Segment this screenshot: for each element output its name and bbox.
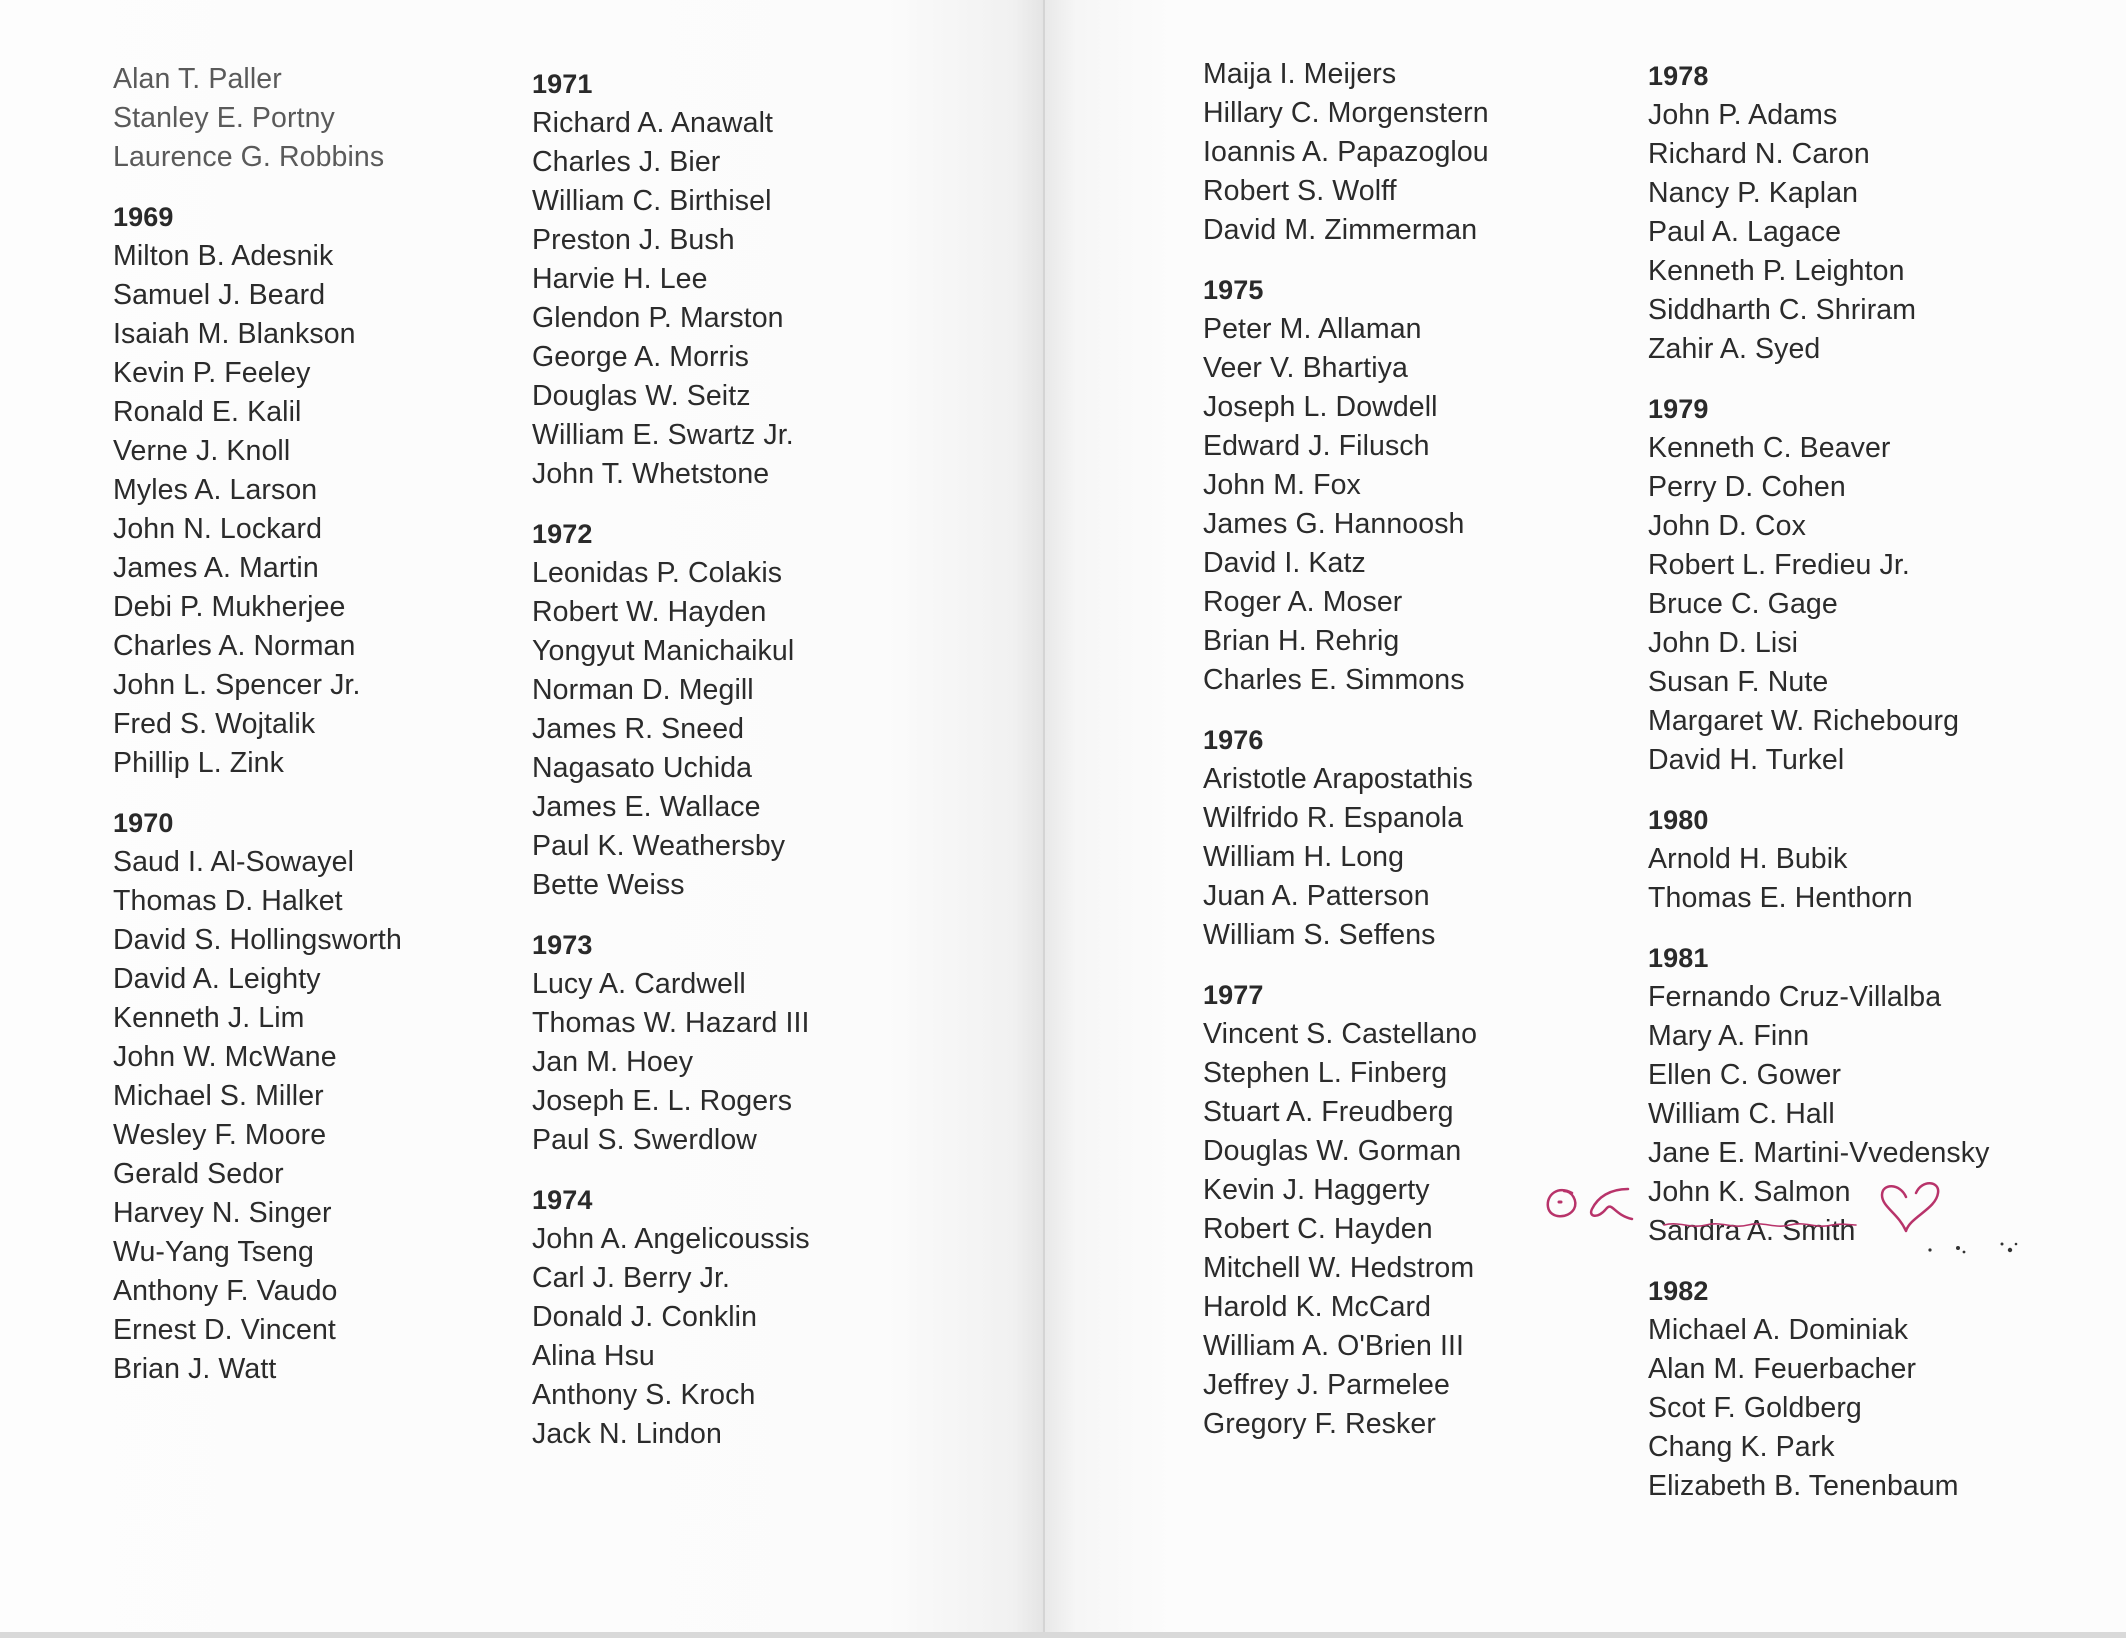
name-entry: Robert W. Hayden bbox=[532, 596, 767, 628]
name-entry: Susan F. Nute bbox=[1648, 666, 1829, 698]
name-entry: John M. Fox bbox=[1203, 469, 1361, 501]
name-entry: Edward J. Filusch bbox=[1203, 430, 1430, 462]
name-entry: Paul S. Swerdlow bbox=[532, 1124, 757, 1156]
name-entry: Fred S. Wojtalik bbox=[113, 708, 316, 740]
name-entry: Chang K. Park bbox=[1648, 1431, 1835, 1463]
name-column-4 bbox=[1648, 57, 1989, 1506]
name-entry: John L. Spencer Jr. bbox=[113, 669, 361, 701]
name-entry: Anthony F. Vaudo bbox=[113, 1275, 338, 1307]
name-entry: Arnold H. Bubik bbox=[1648, 843, 1848, 875]
class-year-heading: 1982 bbox=[1648, 1276, 1709, 1306]
name-entry: Kenneth P. Leighton bbox=[1648, 255, 1905, 287]
name-entry: Richard N. Caron bbox=[1648, 138, 1870, 170]
name-entry: William C. Hall bbox=[1648, 1098, 1835, 1130]
class-year-heading: 1971 bbox=[532, 69, 593, 99]
name-entry: John A. Angelicoussis bbox=[532, 1223, 810, 1255]
name-entry: Michael A. Dominiak bbox=[1648, 1314, 1909, 1346]
name-entry: Ellen C. Gower bbox=[1648, 1059, 1842, 1091]
name-entry: Wu-Yang Tseng bbox=[113, 1236, 314, 1268]
name-entry: Harvey N. Singer bbox=[113, 1197, 332, 1229]
name-entry: Wesley F. Moore bbox=[113, 1119, 327, 1151]
class-year-heading: 1981 bbox=[1648, 943, 1709, 973]
name-entry: John K. Salmon bbox=[1648, 1176, 1851, 1208]
name-entry: Phillip L. Zink bbox=[113, 747, 284, 779]
name-entry: David A. Leighty bbox=[113, 963, 321, 995]
name-entry: James R. Sneed bbox=[532, 713, 745, 745]
name-entry: Donald J. Conklin bbox=[532, 1301, 758, 1333]
name-entry: Alan M. Feuerbacher bbox=[1648, 1353, 1917, 1385]
handwritten-ink-mark bbox=[1540, 1175, 1635, 1235]
class-year-heading: 1975 bbox=[1203, 275, 1264, 305]
name-entry: Paul A. Lagace bbox=[1648, 216, 1842, 248]
name-entry: William S. Seffens bbox=[1203, 919, 1436, 951]
class-year-heading: 1980 bbox=[1648, 805, 1709, 835]
class-year-heading: 1970 bbox=[113, 808, 174, 838]
name-entry: Debi P. Mukherjee bbox=[113, 591, 346, 623]
name-entry: Maija I. Meijers bbox=[1203, 58, 1397, 90]
class-year-heading: 1978 bbox=[1648, 61, 1709, 91]
name-entry: Margaret W. Richebourg bbox=[1648, 705, 1960, 737]
name-entry: James E. Wallace bbox=[532, 791, 761, 823]
name-entry: Perry D. Cohen bbox=[1648, 471, 1846, 503]
name-entry: Veer V. Bhartiya bbox=[1203, 352, 1408, 384]
class-year-heading: 1974 bbox=[532, 1185, 593, 1215]
name-entry: Leonidas P. Colakis bbox=[532, 557, 783, 589]
name-entry: Preston J. Bush bbox=[532, 224, 735, 256]
name-entry: Saud I. Al-Sowayel bbox=[113, 846, 355, 878]
name-entry: Kenneth C. Beaver bbox=[1648, 432, 1891, 464]
name-entry: David S. Hollingsworth bbox=[113, 924, 402, 956]
name-entry: John W. McWane bbox=[113, 1041, 337, 1073]
name-entry: Charles E. Simmons bbox=[1203, 664, 1465, 696]
name-entry: Stephen L. Finberg bbox=[1203, 1057, 1448, 1089]
name-entry: Robert C. Hayden bbox=[1203, 1213, 1433, 1245]
name-entry: Kenneth J. Lim bbox=[113, 1002, 305, 1034]
name-entry: Wilfrido R. Espanola bbox=[1203, 802, 1464, 834]
name-entry: Stuart A. Freudberg bbox=[1203, 1096, 1454, 1128]
ink-alpha-stroke bbox=[1591, 1189, 1632, 1219]
name-entry: Carl J. Berry Jr. bbox=[532, 1262, 731, 1294]
name-entry: James A. Martin bbox=[113, 552, 319, 584]
name-entry: Yongyut Manichaikul bbox=[532, 635, 795, 667]
speck-ink-mark bbox=[1920, 1232, 2030, 1272]
name-entry: Isaiah M. Blankson bbox=[113, 318, 356, 350]
name-entry: John P. Adams bbox=[1648, 99, 1838, 131]
name-entry: Peter M. Allaman bbox=[1203, 313, 1422, 345]
name-entry: Lucy A. Cardwell bbox=[532, 968, 746, 1000]
name-entry: Paul K. Weathersby bbox=[532, 830, 786, 862]
class-year-heading: 1973 bbox=[532, 930, 593, 960]
name-entry: Brian H. Rehrig bbox=[1203, 625, 1400, 657]
name-entry: Michael S. Miller bbox=[113, 1080, 324, 1112]
name-column-3 bbox=[1203, 55, 1489, 1444]
name-entry: Roger A. Moser bbox=[1203, 586, 1403, 618]
name-entry: Ioannis A. Papazoglou bbox=[1203, 136, 1489, 168]
underline-ink-mark bbox=[1660, 1219, 1860, 1233]
name-entry: Stanley E. Portny bbox=[113, 102, 335, 134]
name-entry: Mitchell W. Hedstrom bbox=[1203, 1252, 1475, 1284]
name-entry: Siddharth C. Shriram bbox=[1648, 294, 1917, 326]
name-entry: Alan T. Paller bbox=[113, 63, 282, 95]
name-entry: John N. Lockard bbox=[113, 513, 323, 545]
name-entry: Joseph E. L. Rogers bbox=[532, 1085, 793, 1117]
name-entry: Sandra A. Smith bbox=[1648, 1215, 1856, 1247]
name-entry: Glendon P. Marston bbox=[532, 302, 784, 334]
name-column-1 bbox=[113, 60, 402, 1389]
class-year-heading: 1969 bbox=[113, 202, 174, 232]
name-entry: Vincent S. Castellano bbox=[1203, 1018, 1478, 1050]
name-entry: William E. Swartz Jr. bbox=[532, 419, 794, 451]
name-entry: Elizabeth B. Tenenbaum bbox=[1648, 1470, 1959, 1502]
name-entry: Scot F. Goldberg bbox=[1648, 1392, 1862, 1424]
name-entry: Gerald Sedor bbox=[113, 1158, 284, 1190]
name-entry: Harvie H. Lee bbox=[532, 263, 708, 295]
name-entry: Norman D. Megill bbox=[532, 674, 754, 706]
name-entry: Jeffrey J. Parmelee bbox=[1203, 1369, 1450, 1401]
name-entry: Anthony S. Kroch bbox=[532, 1379, 756, 1411]
name-entry: Myles A. Larson bbox=[113, 474, 318, 506]
name-entry: Nancy P. Kaplan bbox=[1648, 177, 1859, 209]
name-entry: Hillary C. Morgenstern bbox=[1203, 97, 1489, 129]
name-entry: Brian J. Watt bbox=[113, 1353, 277, 1385]
name-entry: Gregory F. Resker bbox=[1203, 1408, 1436, 1440]
name-entry: Laurence G. Robbins bbox=[113, 141, 385, 173]
name-entry: Samuel J. Beard bbox=[113, 279, 326, 311]
name-entry: Juan A. Patterson bbox=[1203, 880, 1430, 912]
name-entry: Milton B. Adesnik bbox=[113, 240, 334, 272]
name-column-2 bbox=[532, 65, 810, 1454]
name-entry: Fernando Cruz-Villalba bbox=[1648, 981, 1942, 1013]
name-entry: Mary A. Finn bbox=[1648, 1020, 1810, 1052]
name-entry: David M. Zimmerman bbox=[1203, 214, 1478, 246]
name-entry: Joseph L. Dowdell bbox=[1203, 391, 1438, 423]
name-entry: Jane E. Martini-Vvedensky bbox=[1648, 1137, 1990, 1169]
name-entry: Harold K. McCard bbox=[1203, 1291, 1432, 1323]
name-entry: James G. Hannoosh bbox=[1203, 508, 1465, 540]
heart-ink-mark bbox=[1876, 1175, 1946, 1237]
name-entry: Kevin P. Feeley bbox=[113, 357, 311, 389]
name-entry: Richard A. Anawalt bbox=[532, 107, 774, 139]
name-entry: William H. Long bbox=[1203, 841, 1405, 873]
page-bottom-edge bbox=[0, 1632, 2126, 1638]
name-entry: William C. Birthisel bbox=[532, 185, 772, 217]
name-entry: Alina Hsu bbox=[532, 1340, 655, 1372]
name-entry: Ronald E. Kalil bbox=[113, 396, 302, 428]
name-entry: John T. Whetstone bbox=[532, 458, 770, 490]
name-entry: Jan M. Hoey bbox=[532, 1046, 694, 1078]
class-year-heading: 1976 bbox=[1203, 725, 1264, 755]
name-entry: John D. Cox bbox=[1648, 510, 1806, 542]
name-entry: Bette Weiss bbox=[532, 869, 685, 901]
name-entry: Thomas E. Henthorn bbox=[1648, 882, 1913, 914]
page-gutter bbox=[1043, 0, 1045, 1632]
class-year-heading: 1977 bbox=[1203, 980, 1264, 1010]
class-year-heading: 1979 bbox=[1648, 394, 1709, 424]
name-entry: Aristotle Arapostathis bbox=[1203, 763, 1473, 795]
class-year-heading: 1972 bbox=[532, 519, 593, 549]
name-entry: William A. O'Brien III bbox=[1203, 1330, 1465, 1362]
name-entry: David H. Turkel bbox=[1648, 744, 1845, 776]
name-entry: John D. Lisi bbox=[1648, 627, 1799, 659]
name-entry: Verne J. Knoll bbox=[113, 435, 291, 467]
name-entry: Ernest D. Vincent bbox=[113, 1314, 336, 1346]
name-entry: Robert L. Fredieu Jr. bbox=[1648, 549, 1910, 581]
name-entry: Douglas W. Gorman bbox=[1203, 1135, 1462, 1167]
name-entry: Kevin J. Haggerty bbox=[1203, 1174, 1430, 1206]
name-entry: Thomas W. Hazard III bbox=[532, 1007, 810, 1039]
name-entry: Nagasato Uchida bbox=[532, 752, 753, 784]
name-entry: Bruce C. Gage bbox=[1648, 588, 1838, 620]
name-entry: Douglas W. Seitz bbox=[532, 380, 751, 412]
name-entry: Charles A. Norman bbox=[113, 630, 356, 662]
name-entry: Jack N. Lindon bbox=[532, 1418, 722, 1450]
name-entry: Zahir A. Syed bbox=[1648, 333, 1821, 365]
name-entry: Robert S. Wolff bbox=[1203, 175, 1397, 207]
name-entry: Charles J. Bier bbox=[532, 146, 721, 178]
name-entry: George A. Morris bbox=[532, 341, 750, 373]
name-entry: David I. Katz bbox=[1203, 547, 1366, 579]
name-entry: Thomas D. Halket bbox=[113, 885, 343, 917]
